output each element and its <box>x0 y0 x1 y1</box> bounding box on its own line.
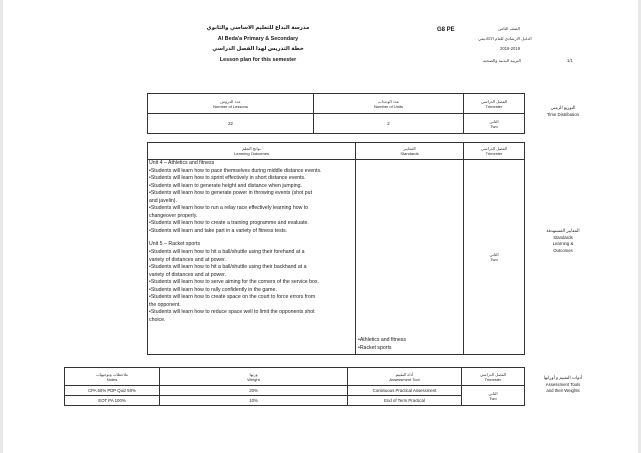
outcome-line: •Students will learn how to create space on the court to force errors from <box>149 294 316 301</box>
table-row <box>148 114 525 134</box>
plan-title-arabic: خطة التدريس لهذا الفصل الدراسي <box>212 46 304 52</box>
school-name-english: Al Beda'a Primary & Secondary <box>217 36 299 42</box>
outcome-line: •Students will learn how to create a training programme and evaluate. <box>149 220 309 227</box>
header-cell: عدد الدروس Number of Lessons <box>148 94 314 114</box>
outcome-line: •Students will learn how to generate power in throwing events (shot put <box>149 190 313 197</box>
table-header-row <box>65 368 525 386</box>
scan-edge-left <box>0 0 3 453</box>
plan-title-english: Lesson plan for this semester <box>219 57 297 63</box>
outcome-line: variety of distances and at power. <box>149 256 226 263</box>
header-cell: وزنها Weight <box>160 368 348 386</box>
trimester-cell: الثاني Two <box>464 114 525 134</box>
outcome-line: changeover properly. <box>149 212 198 219</box>
trimester-cell: الثاني Two <box>462 386 525 406</box>
subject-arabic: التربية البدنية والصحية <box>483 58 521 63</box>
header-cell: الفصل الدراسي Trimester <box>464 94 525 114</box>
grade-arabic: الصف الثامن <box>498 26 520 31</box>
header-cell: عدد الوحدات Number of Units <box>314 94 464 114</box>
table-header-row <box>148 143 525 160</box>
outcome-line: the opponent. <box>149 301 181 308</box>
table-row <box>148 160 525 355</box>
lessons-count: 22 <box>148 114 314 134</box>
notes-cell: EOT PA 100% <box>65 396 160 406</box>
outcome-line: •Students will learn and take part in a variety of fitness tests. <box>149 227 288 234</box>
header-cell: الفصل الدراسي Trimester <box>462 368 525 386</box>
tool-cell: End of Term Practical <box>348 396 462 406</box>
header-cell: الفصل الدراسي Trimester <box>464 143 525 160</box>
school-name-arabic: مدرسة البداع للتعليم الاساسي والثانوي <box>206 25 310 31</box>
outcome-line: •Students will learn how to run a relay race effectively learning how to <box>149 205 309 212</box>
outcome-line: Unit 4 – Athletics and fitness <box>149 160 215 166</box>
assessment-table <box>64 367 525 406</box>
outcome-line: •Students will learn how to serve aiming for the corners of the service box. <box>149 279 319 286</box>
standards-outcomes-label: المعايير المستهدفة Standards Learning & Outcomes <box>546 228 580 253</box>
time-distribution-table <box>147 93 525 134</box>
academic-year: 2018-2019 <box>500 46 521 51</box>
outcome-line: •Students will learn how to reduce space well to limit the opponents shot <box>149 309 315 316</box>
notes-cell: CPA 50% PDP Quiz 50% <box>65 386 160 396</box>
table-row <box>65 386 525 396</box>
trimester-cell: الثاني Two <box>464 160 525 355</box>
outcome-line: •Students will learn how to sprint effectively in short distance events. <box>149 175 306 182</box>
outcome-line: and javelin). <box>149 197 177 204</box>
outcome-line: Unit 5 – Racket sports <box>149 241 201 248</box>
guide-arabic: الدليل الارشادي للعام الاكاديمي <box>478 36 532 41</box>
standard-item: •Racket sports <box>358 344 392 351</box>
learning-outcomes-table <box>147 142 525 355</box>
outcome-line: •Students will learn how to hit a ball/shuttle using their forehand at a <box>149 249 305 256</box>
time-distribution-label: التوزيع الزمني Time Distribution <box>546 105 580 117</box>
outcome-line: variety of distances and at power. <box>149 271 226 278</box>
outcome-line: •Students will learn how to rally confidently in the game. <box>149 286 277 293</box>
outcome-line: choice. <box>149 316 166 323</box>
outcome-line: •Students will learn how to pace themselves during middle distance events. <box>149 167 322 174</box>
table-header-row <box>148 94 525 114</box>
header-cell: أداة التقييم Assessment Tool <box>348 368 462 386</box>
assessment-tools-label: أدوات التقييم و أوزانها Assessment Tools and their Weights <box>543 375 583 393</box>
learning-outcomes-cell <box>148 160 356 355</box>
outcome-line: •Students will learn how to hit a ball/shuttle using their backhand at a <box>149 264 307 271</box>
weight-cell: 20% <box>160 386 348 396</box>
grade-code: G8 PE <box>437 27 455 33</box>
header-cell: نواتج التعلم Learning Outcomes <box>148 143 356 160</box>
page-number: 1/1 <box>567 58 573 63</box>
tool-cell: Continuous Practical Assessment <box>348 386 462 396</box>
standard-item: •Athletics and fitness <box>358 337 406 343</box>
standards-cell <box>356 160 464 355</box>
units-count: 2 <box>314 114 464 134</box>
header-cell: المعايير Standards <box>356 143 464 160</box>
outcome-line: •Students will learn to generate height and distance when jumping. <box>149 182 302 189</box>
table-row <box>65 396 525 406</box>
weight-cell: 10% <box>160 396 348 406</box>
header-cell: ملاحظات وتوجيهات Notes <box>65 368 160 386</box>
